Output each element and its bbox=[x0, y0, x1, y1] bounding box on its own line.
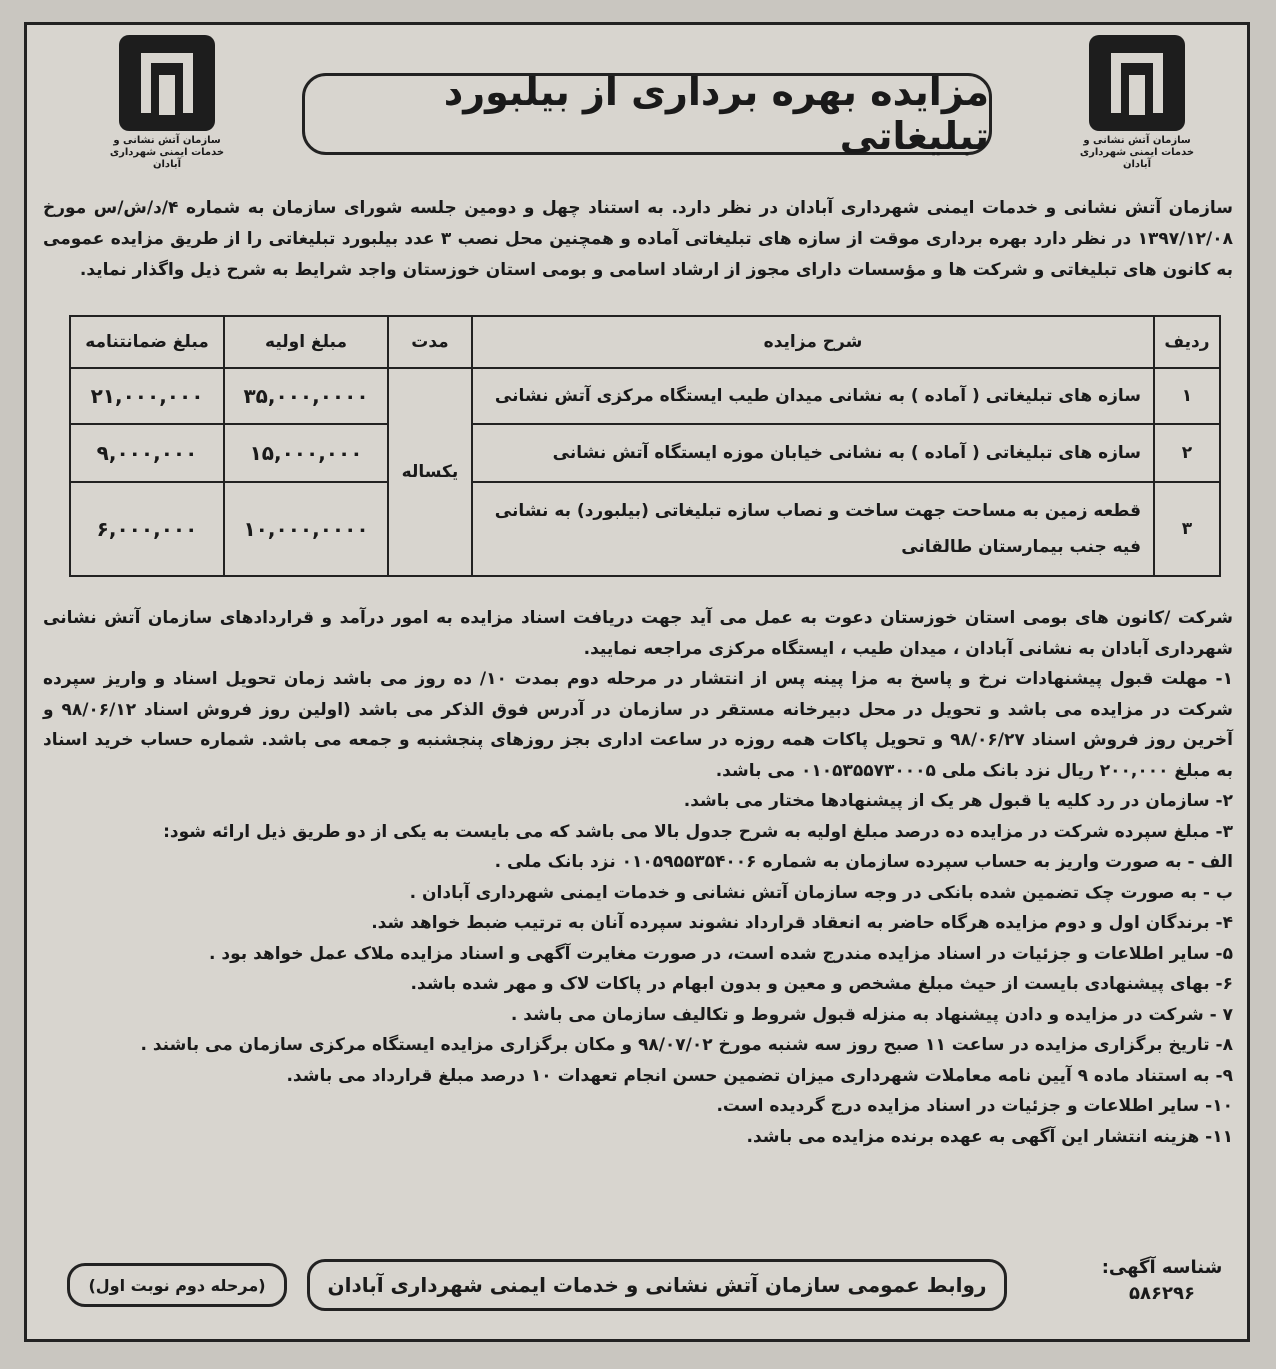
row-description: سازه های تبلیغاتی ( آماده ) به نشانی خیابان موزه ایستگاه آتش نشانی bbox=[472, 424, 1154, 482]
condition-item: ۴- برندگان اول و دوم مزایده هرگاه حاضر به انعقاد قرارداد نشوند سپرده آنان به ترتیب ضبط خواهد شد. bbox=[371, 913, 1233, 933]
row-index: ۳ bbox=[1154, 482, 1220, 576]
ad-id-label: شناسه آگهی: bbox=[1101, 1257, 1223, 1278]
table-row bbox=[70, 368, 1220, 424]
row-duration: یکساله bbox=[388, 368, 472, 576]
intro-paragraph: سازمان آتش نشانی و خدمات ایمنی شهرداری آبادان در نظر دارد. به استناد چهل و دومین جلسه شورای سازمان به شماره ۴/د/ش/س مورخ ۱۳۹۷/۱۲/۰۸ در نظر دارد بهره برداری موقت از سازه های تبلیغاتی آماده و همچنین محل نصب ۳ عدد بیلبورد تبلیغاتی را از طریق مزایده عمومی به کانون های تبلیغاتی و شرکت ها و مؤسسات دارای مجوز از ارشاد اسامی و بومی استان خوزستان واجد شرایط به شرح ذیل واگذار نماید. bbox=[43, 198, 1234, 280]
organization-logo-right bbox=[1067, 35, 1207, 171]
column-header-index: ردیف bbox=[1154, 316, 1220, 368]
condition-item: ۵- سایر اطلاعات و جزئیات در اسناد مزایده مندرج شده است، در صورت مغایرت آگهی و اسناد مزایده ملاک عمل خواهد بود . bbox=[209, 943, 1233, 964]
row-index: ۱ bbox=[1154, 368, 1220, 424]
column-header-guarantee-amount: مبلغ ضمانتنامه bbox=[70, 316, 224, 368]
condition-item: ۱۱- هزینه انتشار این آگهی به عهده برنده مزایده می باشد. bbox=[746, 1126, 1233, 1147]
column-header-initial-amount: مبلغ اولیه bbox=[224, 316, 388, 368]
condition-item: ۱- مهلت قبول پیشنهادات نرخ و پاسخ به مزا پینه پس از انتشار در مرحله دوم بمدت ۱۰/ ده روز می باشد زمان تحویل اسناد و واریز سپرده شرکت در مزایده می باشد و تحویل در محل دبیرخانه مستقر در سازمان در آدرس فوق الذکر می باشد (اولین روز فروش اسناد ۹۸/۰۶/۱۲ و آخرین روز فروش اسناد ۹۸/۰۶/۲۷ و تحویل پاکات همه روزه در ساعت اداری بجز روزهای پنجشنبه و جمعه می باشد. شماره حساب خرید اسناد به مبلغ ۲۰۰,۰۰۰ ریال نزد بانک ملی ۰۱۰۵۳۵۵۷۳۰۰۰۵ می باشد. bbox=[43, 669, 1233, 781]
condition-item: ۲- سازمان در رد کلیه یا قبول هر یک از پیشنهادها مختار می باشد. bbox=[683, 791, 1233, 811]
row-index: ۲ bbox=[1154, 424, 1220, 482]
row-guarantee-amount: ۲۱,۰۰۰,۰۰۰ bbox=[70, 368, 224, 424]
table-row bbox=[70, 482, 1220, 576]
column-header-description: شرح مزایده bbox=[472, 316, 1154, 368]
row-description: سازه های تبلیغاتی ( آماده ) به نشانی میدان طیب ایستگاه مرکزی آتش نشانی bbox=[472, 368, 1154, 424]
condition-item: ۹- به استناد ماده ۹ آیین نامه معاملات شهرداری میزان تضمین حسن انجام تعهدات ۱۰ درصد مبلغ قرارداد می باشد. bbox=[286, 1065, 1233, 1086]
row-initial-amount: ۳۵,۰۰۰,۰۰۰۰ bbox=[224, 368, 388, 424]
notice-page bbox=[24, 22, 1250, 1342]
conditions-section bbox=[43, 603, 1233, 1152]
auction-items-table bbox=[69, 315, 1221, 577]
condition-subitem: الف - به صورت واریز به حساب سپرده سازمان به شماره ۰۱۰۵۹۵۵۳۵۴۰۰۶ نزد بانک ملی . bbox=[494, 852, 1233, 872]
condition-item: ۸- تاریخ برگزاری مزایده در ساعت ۱۱ صبح روز سه شنبه مورخ ۹۸/۰۷/۰۲ و مکان برگزاری مزایده ایستگاه مرکزی سازمان می باشند . bbox=[140, 1035, 1233, 1055]
row-guarantee-amount: ۹,۰۰۰,۰۰۰ bbox=[70, 424, 224, 482]
condition-subitem: ب - به صورت چک تضمین شده بانکی در وجه سازمان آتش نشانی و خدمات ایمنی شهرداری آبادان . bbox=[409, 882, 1233, 903]
logo-caption: سازمان آتش نشانی و خدمات ایمنی شهرداری آبادان bbox=[109, 135, 225, 170]
public-relations-signature: روابط عمومی سازمان آتش نشانی و خدمات ایمنی شهرداری آبادان bbox=[307, 1259, 1007, 1311]
organization-logo-left bbox=[97, 35, 237, 171]
condition-item: ۶- بهای پیشنهادی بایست از حیث مبلغ مشخص و معین و بدون ابهام در پاکات لاک و مهر شده باشد. bbox=[410, 974, 1233, 994]
condition-item: ۱۰- سایر اطلاعات و جزئیات در اسناد مزایده درج گردیده است. bbox=[716, 1096, 1233, 1116]
notice-footer bbox=[57, 1251, 1227, 1321]
column-header-duration: مدت bbox=[388, 316, 472, 368]
invitation-paragraph: شرکت /کانون های بومی استان خوزستان دعوت به عمل می آید جهت دریافت اسناد مزایده به امور درآمد و قراردادهای سازمان آتش نشانی شهرداری آبادان به نشانی آبادان ، میدان طیب ، ایستگاه مرکزی مراجعه نمایید. bbox=[43, 608, 1233, 659]
row-initial-amount: ۱۵,۰۰۰,۰۰۰ bbox=[224, 424, 388, 482]
ad-id-value: ۵۸۶۲۹۶ bbox=[1129, 1283, 1195, 1304]
publication-stage: (مرحله دوم نوبت اول) bbox=[67, 1263, 287, 1307]
notice-title: مزایده بهره برداری از بیلبورد تبلیغاتی bbox=[302, 73, 992, 155]
condition-item: ۳- مبلغ سپرده شرکت در مزایده ده درصد مبلغ اولیه به شرح جدول بالا می باشد که می بایست به یکی از دو طریق ذیل ارائه شود: bbox=[163, 821, 1233, 842]
condition-item: ۷ - شرکت در مزایده و دادن پیشنهاد به منزله قبول شروط و تکالیف سازمان می باشد . bbox=[510, 1004, 1233, 1025]
row-description: قطعه زمین به مساحت جهت ساخت و نصاب سازه تبلیغاتی (بیلبورد) به نشانی فیه جنب بیمارستان طالقانی bbox=[472, 482, 1154, 576]
row-initial-amount: ۱۰,۰۰۰,۰۰۰۰ bbox=[224, 482, 388, 576]
table-header-row bbox=[70, 316, 1220, 368]
table-row bbox=[70, 424, 1220, 482]
logo-caption: سازمان آتش نشانی و خدمات ایمنی شهرداری آبادان bbox=[1079, 135, 1195, 170]
row-guarantee-amount: ۶,۰۰۰,۰۰۰ bbox=[70, 482, 224, 576]
fire-department-emblem-icon bbox=[119, 35, 215, 131]
fire-department-emblem-icon bbox=[1089, 35, 1185, 131]
ad-id bbox=[1097, 1255, 1227, 1307]
